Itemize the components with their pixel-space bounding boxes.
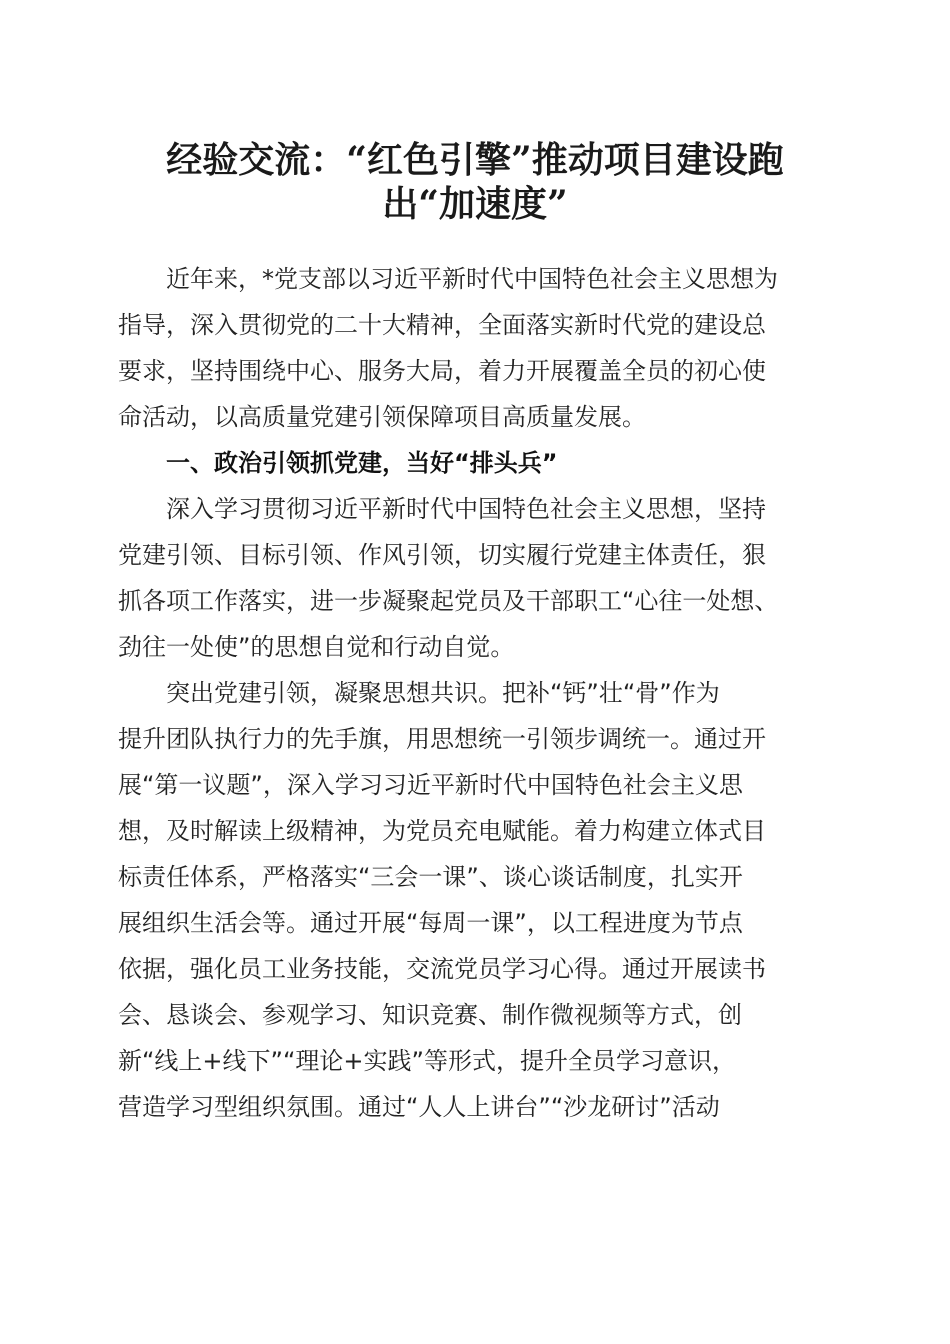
paragraph-leadership-line-9: 新“线上+线下”“理论+实践”等形式，提升全员学习意识， bbox=[118, 1047, 736, 1075]
paragraph-intro-line-1: 近年来，*党支部以习近平新时代中国特色社会主义思想为 bbox=[118, 265, 778, 293]
paragraph-intro-line-4: 命活动，以高质量党建引领保障项目高质量发展。 bbox=[118, 403, 646, 431]
paragraph-leadership-line-4: 想，及时解读上级精神，为党员充电赋能。着力构建立体式目 bbox=[118, 817, 766, 845]
document-title-line-1: 经验交流：“红色引擎”推动项目建设跑 bbox=[166, 139, 784, 181]
paragraph-section1-line-3: 抓各项工作落实，进一步凝聚起党员及干部职工“心往一处想、 bbox=[118, 587, 779, 615]
paragraph-leadership-line-5: 标责任体系，严格落实“三会一课”、谈心谈话制度，扎实开 bbox=[118, 863, 743, 891]
paragraph-leadership-line-1: 突出党建引领，凝聚思想共识。把补“钙”壮“骨”作为 bbox=[118, 679, 720, 707]
paragraph-intro-line-3: 要求，坚持围绕中心、服务大局，着力开展覆盖全员的初心使 bbox=[118, 357, 766, 385]
paragraph-leadership-line-3: 展“第一议题”，深入学习习近平新时代中国特色社会主义思 bbox=[118, 771, 743, 799]
document-title-line-2: 出“加速度” bbox=[382, 183, 568, 225]
paragraph-leadership-line-8: 会、恳谈会、参观学习、知识竞赛、制作微视频等方式，创 bbox=[118, 1001, 742, 1029]
paragraph-leadership-line-7: 依据，强化员工业务技能，交流党员学习心得。通过开展读书 bbox=[118, 955, 766, 983]
paragraph-section1-line-2: 党建引领、目标引领、作风引领，切实履行党建主体责任，狠 bbox=[118, 541, 766, 569]
paragraph-intro-line-2: 指导，深入贯彻党的二十大精神，全面落实新时代党的建设总 bbox=[118, 311, 766, 339]
paragraph-leadership-line-10: 营造学习型组织氛围。通过“人人上讲台”“沙龙研讨”活动 bbox=[118, 1093, 720, 1121]
paragraph-leadership-line-6: 展组织生活会等。通过开展“每周一课”，以工程进度为节点 bbox=[118, 909, 743, 937]
section-heading-1: 一、政治引领抓党建，当好“排头兵” bbox=[118, 449, 558, 477]
paragraph-section1-line-4: 劲往一处使”的思想自觉和行动自觉。 bbox=[118, 633, 515, 661]
paragraph-leadership-line-2: 提升团队执行力的先手旗，用思想统一引领步调统一。通过开 bbox=[118, 725, 766, 753]
paragraph-section1-line-1: 深入学习贯彻习近平新时代中国特色社会主义思想，坚持 bbox=[118, 495, 766, 523]
